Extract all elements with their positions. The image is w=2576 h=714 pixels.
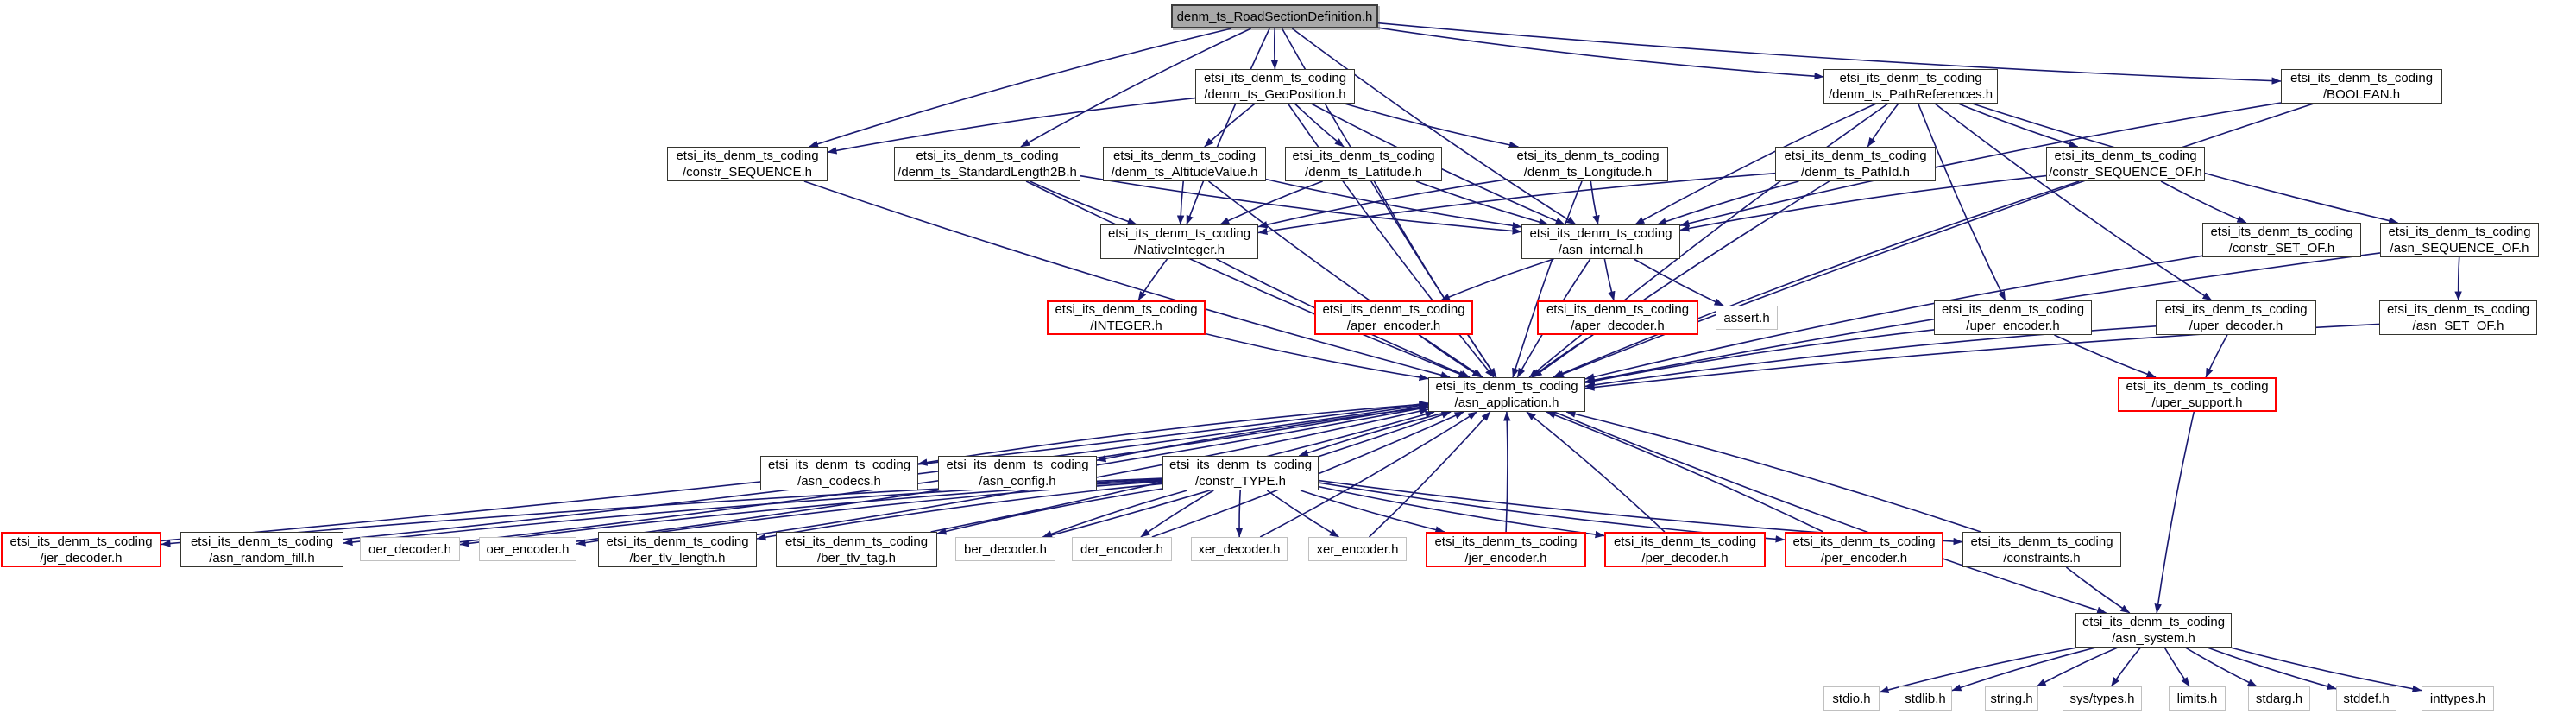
node-asn_random_fill[interactable] [180,532,343,567]
node-label: /uper_decoder.h [2189,319,2283,333]
edge-geoposition-constr_sequence [828,98,1195,153]
edge-asn_system-stdio [1880,648,2077,692]
edge-constr_sequence_of-asn_internal [1680,176,2046,231]
node-label: /NativeInteger.h [1133,243,1225,257]
node-label: etsi_its_denm_ts_coding [9,534,153,549]
edge-geoposition-latitude [1294,104,1344,147]
node-label: etsi_its_denm_ts_coding [1168,458,1313,472]
node-label: /asn_SEQUENCE_OF.h [2390,241,2529,256]
node-per_encoder[interactable] [1785,532,1943,567]
node-label: /asn_random_fill.h [209,550,315,566]
node-asn_system[interactable] [2075,613,2232,648]
node-label: etsi_its_denm_ts_coding [1435,379,1578,394]
edge-constr_type-ber_tlv_length [757,483,1162,539]
edge-uper_support-asn_system [2157,412,2194,613]
edge-uper_encoder-asn_application [1585,330,1934,382]
edge-longitude-asn_application [1513,181,1582,377]
node-label: oer_encoder.h [486,541,570,557]
node-label: stdarg.h [2255,691,2303,706]
node-label: inttypes.h [2429,691,2486,706]
edge-root-asn_internal [1292,28,1576,224]
node-label: sys/types.h [2069,691,2135,706]
edge-asn_system-limits [2164,648,2189,686]
node-label: /denm_ts_PathId.h [1801,165,1910,180]
node-label: /asn_internal.h [1558,243,1644,257]
node-ber_decoder[interactable] [955,537,1055,561]
node-assert[interactable] [1716,306,1778,330]
node-label: /jer_encoder.h [1464,550,1547,566]
node-label: oer_decoder.h [368,541,451,557]
node-label: stdlib.h [1905,691,1946,706]
edge-asn_system-sys_types [2112,648,2141,686]
node-geoposition[interactable] [1195,69,1355,104]
edge-asn_application-constr_type [1299,412,1448,456]
node-string[interactable] [1985,686,2038,711]
edge-uper_decoder-uper_support [2206,335,2227,377]
edge-per_encoder-asn_application [1546,412,1823,532]
node-oer_decoder[interactable] [360,537,460,561]
edge-asn_application-asn_system [1554,412,2107,613]
edge-geoposition-altitudevalue [1205,104,1255,147]
node-label: stddef.h [2343,691,2390,706]
node-constr_set_of[interactable] [2202,223,2361,257]
edge-constr_type-per_decoder [1319,487,1604,536]
node-label: etsi_its_denm_ts_coding [784,534,929,549]
node-label: limits.h [2176,691,2218,706]
edge-jer_encoder-asn_application [1506,412,1508,532]
node-label: /BOOLEAN.h [2322,87,2401,102]
node-label: denm_ts_RoadSectionDefinition.h [1176,9,1373,24]
node-label: etsi_its_denm_ts_coding [1529,226,1672,241]
edge-pathreferences-constr_sequence_of [1958,104,2077,147]
node-stdlib[interactable] [1899,686,1952,711]
node-inttypes[interactable] [2422,686,2494,711]
node-integer[interactable] [1047,300,1206,335]
node-label: stdio.h [1832,691,1871,706]
node-label: etsi_its_denm_ts_coding [2054,148,2197,163]
edge-constraints-asn_application [1566,412,1981,532]
edge-pathreferences-uper_encoder [1918,104,2006,300]
node-jer_encoder[interactable] [1426,532,1586,567]
node-label: /denm_ts_PathReferences.h [1828,87,1993,102]
node-asn_internal[interactable] [1521,224,1680,259]
node-label: /constr_SEQUENCE.h [682,165,813,180]
node-sys_types[interactable] [2063,686,2142,711]
node-label: /constraints.h [2003,550,2081,566]
edge-asn_internal-aper_encoder [1441,259,1554,300]
node-label: assert.h [1723,310,1770,325]
node-asn_sequence_of[interactable] [2380,223,2539,257]
node-longitude[interactable] [1508,147,1668,181]
node-oer_encoder[interactable] [479,537,576,561]
node-label: etsi_its_denm_ts_coding [190,534,334,549]
node-label: /denm_ts_GeoPosition.h [1204,87,1346,102]
edge-asn_application-asn_config [1097,408,1428,461]
node-label: etsi_its_denm_ts_coding [2289,71,2434,85]
node-label: etsi_its_denm_ts_coding [1784,148,1927,163]
node-label: /asn_system.h [2112,631,2195,646]
node-label: etsi_its_denm_ts_coding [1203,71,1347,85]
node-label: /ber_tlv_tag.h [817,550,896,566]
node-aper_decoder[interactable] [1537,300,1698,335]
node-label: xer_encoder.h [1316,541,1399,557]
node-stddef[interactable] [2336,686,2396,711]
node-limits[interactable] [2169,686,2226,711]
edge-nativeinteger-integer [1138,259,1168,300]
node-stdio[interactable] [1823,686,1880,711]
node-label: /constr_SEQUENCE_OF.h [2049,165,2202,180]
node-label: etsi_its_denm_ts_coding [1112,148,1257,163]
node-constr_type[interactable] [1162,456,1319,490]
node-constr_sequence[interactable] [667,147,828,181]
node-label: /constr_SET_OF.h [2228,241,2335,256]
edge-root-pathreferences [1378,28,1823,77]
node-pathid[interactable] [1775,147,1936,181]
node-per_decoder[interactable] [1604,532,1766,567]
edge-constr_type-jer_encoder [1301,490,1445,532]
node-label: xer_decoder.h [1198,541,1281,557]
node-asn_codecs[interactable] [760,456,918,490]
node-pathreferences[interactable] [1823,69,1998,104]
node-label: /denm_ts_AltitudeValue.h [1111,165,1258,180]
node-label: etsi_its_denm_ts_coding [1516,148,1660,163]
edge-altitudevalue-nativeinteger [1181,181,1183,224]
node-label: der_encoder.h [1080,541,1163,557]
node-label: ber_decoder.h [964,541,1047,557]
node-uper_support[interactable] [2118,377,2277,412]
node-asn_set_of[interactable] [2379,300,2537,335]
edge-constr_sequence-asn_application [804,181,1450,377]
node-label: etsi_its_denm_ts_coding [1055,302,1198,317]
node-label: etsi_its_denm_ts_coding [1546,302,1690,317]
edge-constr_type-ber_decoder [1042,490,1187,537]
node-constraints[interactable] [1962,532,2121,567]
node-label: /per_decoder.h [1641,550,1729,566]
node-label: /asn_config.h [979,474,1056,489]
node-constr_sequence_of[interactable] [2046,147,2205,181]
node-asn_config[interactable] [938,456,1097,490]
edge-latitude-asn_application [1374,181,1496,377]
node-label: /denm_ts_StandardLength2B.h [898,165,1077,180]
edge-constr_sequence_of-constr_set_of [2161,181,2246,223]
node-label: /uper_encoder.h [1966,319,2060,333]
edge-longitude-asn_internal [1590,181,1597,224]
node-nativeinteger[interactable] [1100,224,1258,259]
node-label: /denm_ts_Longitude.h [1523,165,1653,180]
node-label: /uper_support.h [2151,395,2243,410]
edge-root-constr_sequence [809,28,1232,147]
edge-geoposition-longitude [1345,104,1518,147]
node-label: etsi_its_denm_ts_coding [1839,71,1982,85]
node-label: etsi_its_denm_ts_coding [1941,302,2085,317]
edge-constraints-asn_system [2066,567,2129,613]
edge-asn_system-stdarg [2185,648,2257,686]
node-label: /asn_codecs.h [797,474,881,489]
node-label: /ber_tlv_length.h [629,550,726,566]
node-aper_encoder[interactable] [1314,300,1473,335]
node-label: etsi_its_denm_ts_coding [1792,534,1936,549]
node-root[interactable] [1171,4,1378,28]
node-label: etsi_its_denm_ts_coding [2126,379,2269,394]
node-label: etsi_its_denm_ts_coding [767,458,911,472]
node-boolean[interactable] [2281,69,2442,104]
node-xer_decoder[interactable] [1191,537,1288,561]
node-label: etsi_its_denm_ts_coding [1970,534,2113,549]
node-label: /denm_ts_Latitude.h [1305,165,1422,180]
node-label: /asn_application.h [1454,395,1559,410]
node-label: etsi_its_denm_ts_coding [946,458,1089,472]
node-label: etsi_its_denm_ts_coding [916,148,1059,163]
edge-constr_type-xer_decoder [1239,490,1240,537]
node-standardlength2b[interactable] [894,147,1080,181]
edge-standardlength2b-asn_internal [1080,176,1521,232]
node-xer_encoder[interactable] [1308,537,1407,561]
node-label: etsi_its_denm_ts_coding [606,534,749,549]
node-uper_encoder[interactable] [1934,300,2092,335]
node-label: etsi_its_denm_ts_coding [1292,148,1435,163]
node-label: /asn_SET_OF.h [2412,319,2504,333]
node-label: /constr_TYPE.h [1194,474,1287,489]
edge-per_decoder-asn_application [1527,412,1665,532]
edge-uper_decoder-asn_application [1585,326,2156,387]
node-label: etsi_its_denm_ts_coding [2164,302,2308,317]
edge-asn_system-inttypes [2231,648,2422,691]
node-label: /aper_encoder.h [1346,319,1441,333]
node-jer_decoder[interactable] [1,532,161,567]
node-label: etsi_its_denm_ts_coding [2210,224,2353,239]
node-stdarg[interactable] [2248,686,2310,711]
node-label: etsi_its_denm_ts_coding [1107,226,1251,241]
node-label: etsi_its_denm_ts_coding [2082,615,2226,629]
node-label: string.h [1990,691,2033,706]
node-der_encoder[interactable] [1072,537,1172,561]
node-label: /aper_decoder.h [1571,319,1665,333]
edge-asn_internal-aper_decoder [1604,259,1614,300]
node-ber_tlv_length[interactable] [598,532,757,567]
node-ber_tlv_tag[interactable] [776,532,937,567]
node-label: /INTEGER.h [1090,319,1162,333]
node-label: etsi_its_denm_ts_coding [2388,224,2531,239]
node-label: /per_encoder.h [1820,550,1908,566]
node-label: /jer_decoder.h [40,550,123,566]
edge-constr_type-der_encoder [1141,490,1213,537]
node-altitudevalue[interactable] [1103,147,1266,181]
edge-pathreferences-pathid [1867,104,1899,147]
node-latitude[interactable] [1285,147,1442,181]
node-label: etsi_its_denm_ts_coding [1434,534,1578,549]
node-label: etsi_its_denm_ts_coding [1322,302,1465,317]
node-asn_application[interactable] [1428,377,1585,412]
edge-standardlength2b-nativeinteger [1030,181,1137,224]
node-label: etsi_its_denm_ts_coding [676,148,819,163]
edge-xer_encoder-asn_application [1370,412,1490,537]
edge-pathreferences-uper_decoder [1935,104,2212,300]
node-label: etsi_its_denm_ts_coding [1613,534,1757,549]
node-uper_decoder[interactable] [2156,300,2316,335]
node-label: etsi_its_denm_ts_coding [2386,302,2530,317]
